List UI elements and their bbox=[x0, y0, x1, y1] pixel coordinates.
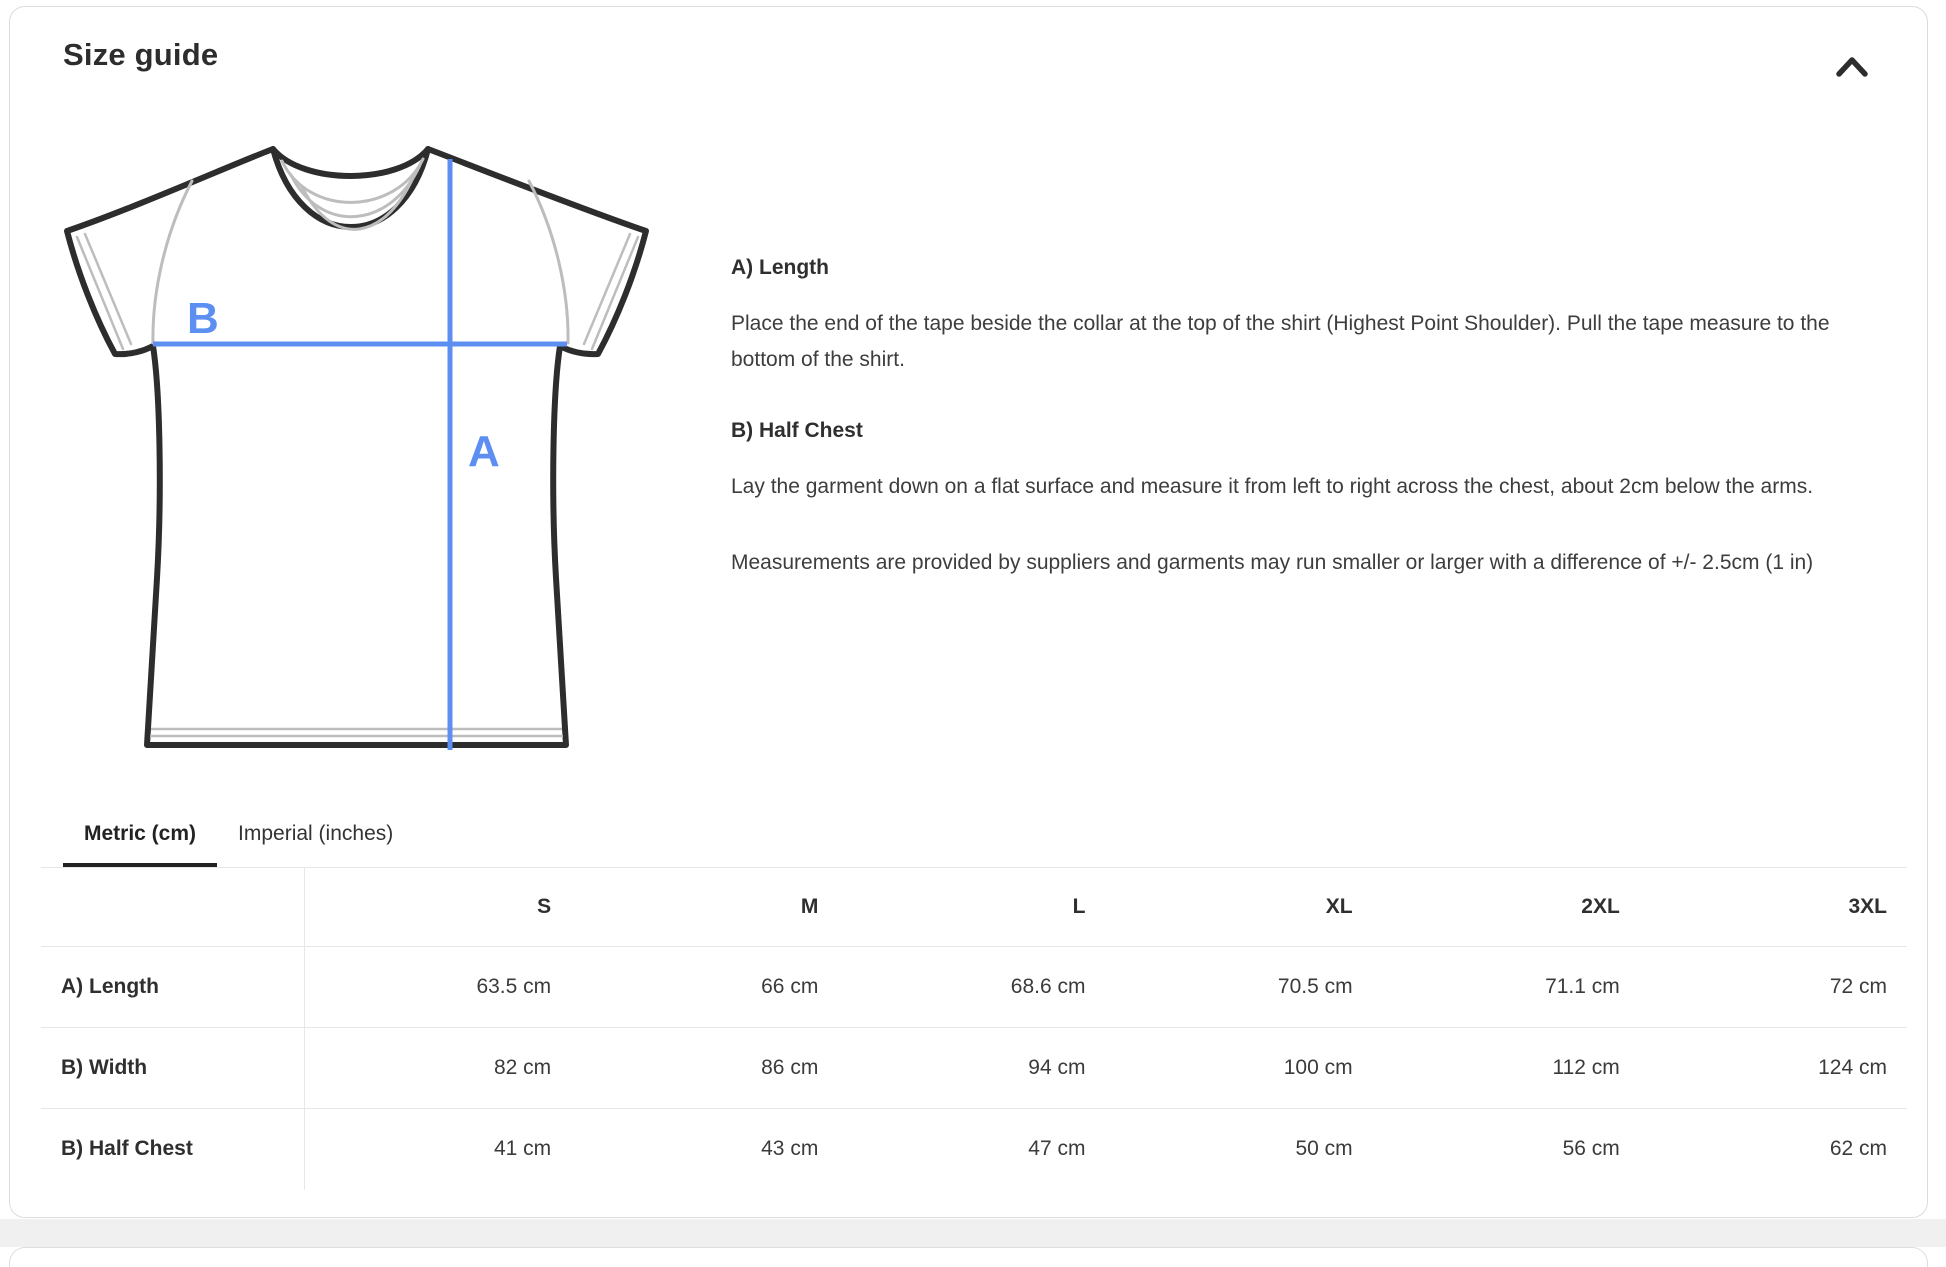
column-header-3xl: 3XL bbox=[1848, 895, 1887, 918]
tshirt-measurement-diagram bbox=[51, 123, 671, 773]
row-label: B) Half Chest bbox=[41, 1109, 304, 1190]
tab-imperial[interactable]: Imperial (inches) bbox=[238, 822, 394, 845]
measurement-instructions bbox=[731, 255, 1889, 581]
size-cell: 41 cm bbox=[493, 1137, 552, 1161]
page-background-gap bbox=[0, 1219, 1946, 1247]
next-section-card-edge bbox=[9, 1247, 1928, 1267]
collapse-button[interactable] bbox=[1832, 49, 1872, 85]
size-guide-panel bbox=[9, 6, 1928, 1218]
page-title: Size guide bbox=[63, 37, 219, 72]
collar-upper-edge bbox=[273, 149, 428, 176]
size-cell: 82 cm bbox=[493, 1056, 552, 1079]
size-cell: 71.1 cm bbox=[1545, 975, 1620, 998]
chevron-up-icon bbox=[1835, 55, 1869, 79]
measure-label-b: B bbox=[187, 294, 219, 343]
size-cell: 66 cm bbox=[761, 975, 819, 998]
size-cell: 62 cm bbox=[1829, 1137, 1887, 1161]
size-cell: 50 cm bbox=[1295, 1137, 1353, 1161]
size-cell: 100 cm bbox=[1283, 1056, 1353, 1079]
size-cell: 72 cm bbox=[1829, 975, 1887, 998]
table-row-half-chest bbox=[41, 1109, 1907, 1190]
instruction-heading-half-chest: B) Half Chest bbox=[731, 419, 863, 442]
unit-tabs bbox=[63, 805, 414, 867]
size-cell: 86 cm bbox=[761, 1056, 819, 1079]
instruction-body-length: Place the end of the tape beside the collar at the top of the shirt (Highest Point Shoulder). Pull the tape measure to the bottom of the shirt. bbox=[731, 312, 1830, 371]
size-cell: 47 cm bbox=[1028, 1137, 1086, 1161]
tab-metric[interactable]: Metric (cm) bbox=[63, 805, 217, 867]
size-cell: 56 cm bbox=[1562, 1137, 1620, 1161]
size-cell: 43 cm bbox=[761, 1137, 819, 1161]
table-row-width bbox=[41, 1028, 1907, 1109]
size-cell: 124 cm bbox=[1818, 1056, 1887, 1079]
column-header-s: S bbox=[537, 895, 552, 918]
size-cell: 94 cm bbox=[1028, 1056, 1086, 1079]
size-cell: 112 cm bbox=[1552, 1056, 1620, 1079]
size-cell: 70.5 cm bbox=[1277, 975, 1353, 998]
size-table-header-row bbox=[41, 868, 1907, 947]
instruction-heading-length: A) Length bbox=[731, 256, 829, 279]
column-header-2xl: 2XL bbox=[1581, 895, 1620, 918]
size-cell: 63.5 cm bbox=[476, 975, 552, 998]
table-row-length bbox=[41, 947, 1907, 1028]
column-header-l: L bbox=[1072, 895, 1086, 918]
size-cell: 68.6 cm bbox=[1010, 975, 1086, 998]
size-table bbox=[41, 867, 1907, 1190]
corner-cell bbox=[41, 868, 304, 947]
shirt-outline bbox=[67, 149, 646, 745]
supplier-note: Measurements are provided by suppliers and garments may run smaller or larger with a difference of +/- 2.5cm (1 in) bbox=[731, 551, 1814, 574]
column-header-m: M bbox=[800, 895, 819, 918]
measure-label-a: A bbox=[468, 427, 500, 476]
row-label: A) Length bbox=[41, 947, 304, 1028]
instruction-body-half-chest: Lay the garment down on a flat surface and measure it from left to right across the chest, about 2cm below the arms. bbox=[731, 475, 1814, 498]
row-label: B) Width bbox=[41, 1028, 304, 1109]
column-header-xl: XL bbox=[1325, 895, 1353, 918]
